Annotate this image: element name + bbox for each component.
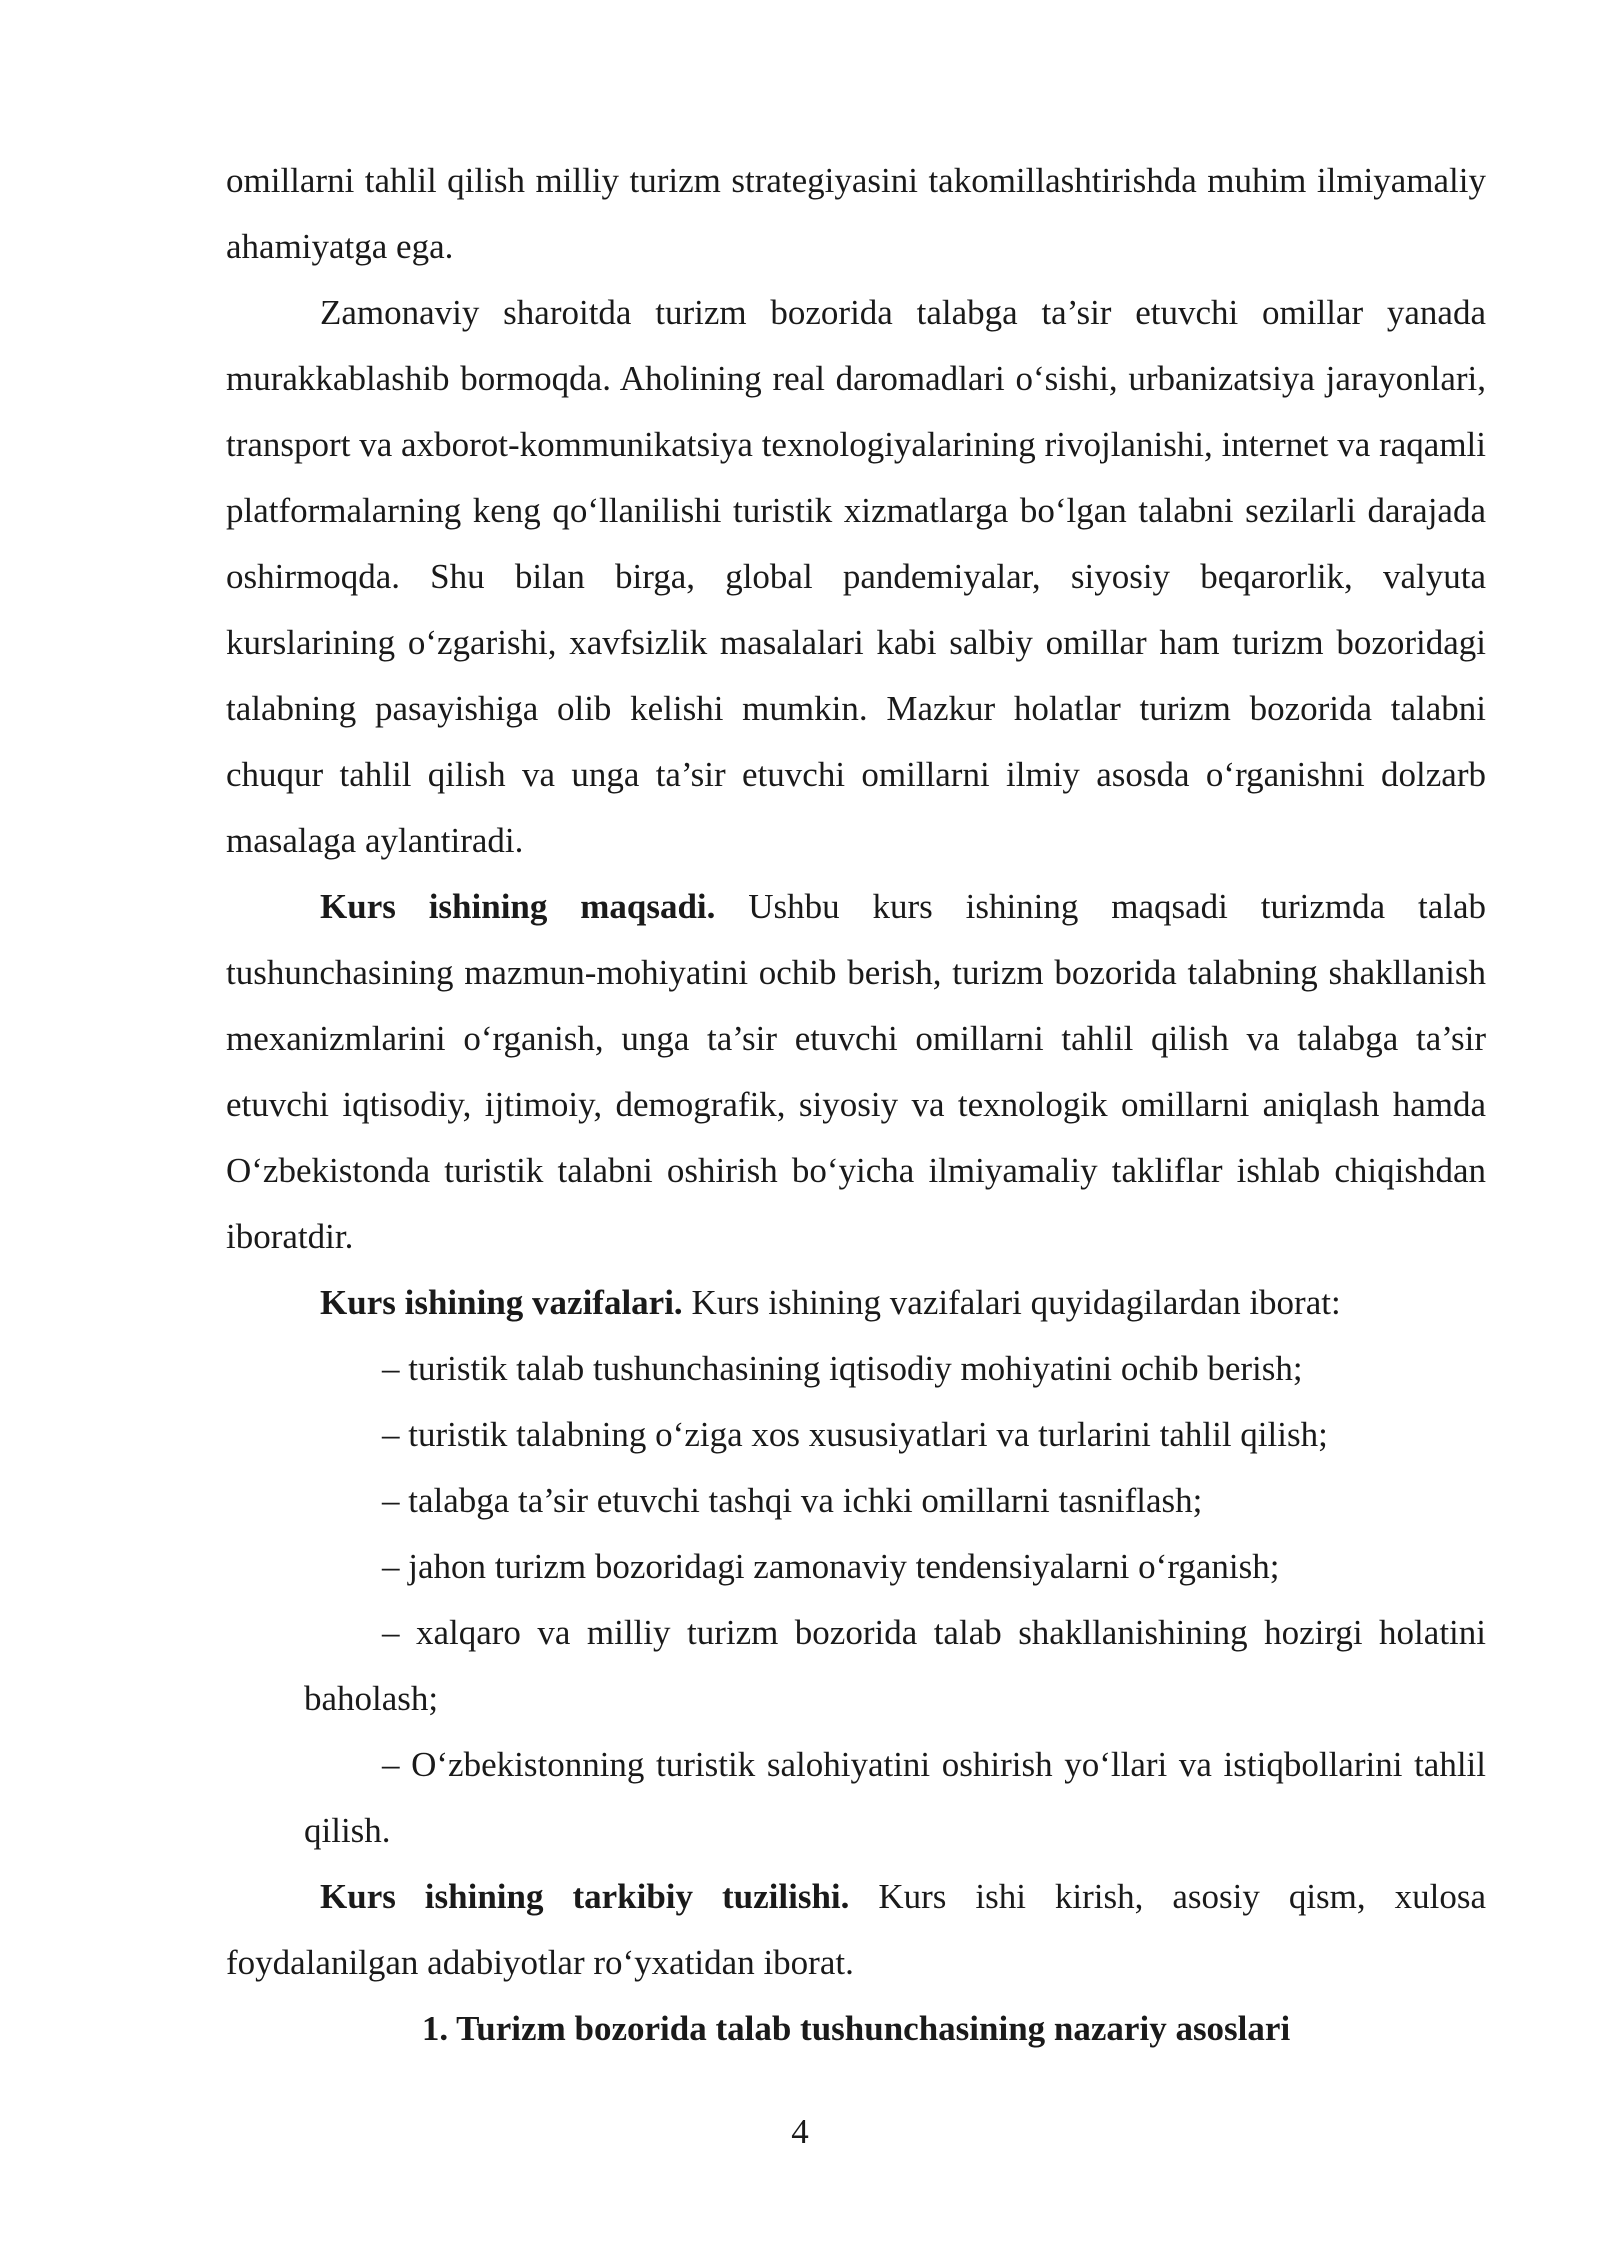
- course-structure-label: Kurs ishining tarkibiy tuzilishi.: [320, 1877, 850, 1916]
- paragraph-course-structure: [226, 1864, 1486, 1996]
- tasks-list: [304, 1336, 1486, 1864]
- paragraph-course-goal: [226, 874, 1486, 1270]
- page-number: 4: [791, 2112, 809, 2151]
- task-item: – xalqaro va milliy turizm bozorida talab shakllanishining hozirgi holatini baholash;: [304, 1613, 1486, 1718]
- course-structure-text: Kurs ishi kirish, asosiy qism, xulosa foydalanilgan adabiyotlar ro‘yxatidan iborat.: [226, 1877, 1487, 1982]
- task-item: – talabga ta’sir etuvchi tashqi va ichki omillarni tasniflash;: [382, 1481, 1203, 1520]
- paragraph-course-tasks: [226, 1270, 1486, 1336]
- paragraph-modern-conditions: Zamonaviy sharoitda turizm bozorida talabga ta’sir etuvchi omillar yanada murakkablashib bormoqda. Aholining real daromadlari o‘sishi, urbanizatsiya jarayonlari, transport va axborot-kommunikatsiya texnologiyalarining rivojlanishi, internet va raqamli platformalarning keng qo‘llanilishi turistik xizmatlarga bo‘lgan talabni sezilarli darajada oshirmoqda. Shu bilan birga, global pandemiyalar, siyosiy beqarorlik, valyuta kurslarining o‘zgarishi, xavfsizlik masalalari kabi salbiy omillar ham turizm bozoridagi talabning pasayishiga olib kelishi mumkin. Mazkur holatlar turizm bozorida talabni chuqur tahlil qilish va unga ta’sir etuvchi omillarni ilmiy asosda o‘rganishni dolzarb masalaga aylantiradi.: [226, 293, 1486, 860]
- section-heading: 1. Turizm bozorida talab tushunchasining nazariy asoslari: [421, 2009, 1291, 2048]
- paragraph-intro-continuation: omillarni tahlil qilish milliy turizm strategiyasini takomillashtirishda muhim ilmiyamaliy ahamiyatga ega.: [226, 161, 1486, 266]
- document-page: [226, 148, 1486, 2062]
- course-tasks-label: Kurs ishining vazifalari.: [320, 1283, 683, 1322]
- task-item: – turistik talab tushunchasining iqtisodiy mohiyatini ochib berish;: [382, 1349, 1303, 1388]
- course-tasks-text: Kurs ishining vazifalari quyidagilardan iborat:: [682, 1283, 1341, 1322]
- task-item: – turistik talabning o‘ziga xos xususiyatlari va turlarini tahlil qilish;: [382, 1415, 1328, 1454]
- task-item: – O‘zbekistonning turistik salohiyatini oshirish yo‘llari va istiqbollarini tahlil qilish.: [304, 1745, 1486, 1850]
- task-item: – jahon turizm bozoridagi zamonaviy tendensiyalarni o‘rganish;: [382, 1547, 1280, 1586]
- course-goal-label: Kurs ishining maqsadi.: [320, 887, 716, 926]
- course-goal-text: Ushbu kurs ishining maqsadi turizmda talab tushunchasining mazmun-mohiyatini ochib berish, turizm bozorida talabning shakllanish mexanizmlarini o‘rganish, unga ta’sir etuvchi omillarni tahlil qilish va talabga ta’sir etuvchi iqtisodiy, ijtimoiy, demografik, siyosiy va texnologik omillarni aniqlash hamda O‘zbekistonda turistik talabni oshirish bo‘yicha ilmiyamaliy takliflar ishlab chiqishdan iboratdir.: [226, 887, 1486, 1256]
